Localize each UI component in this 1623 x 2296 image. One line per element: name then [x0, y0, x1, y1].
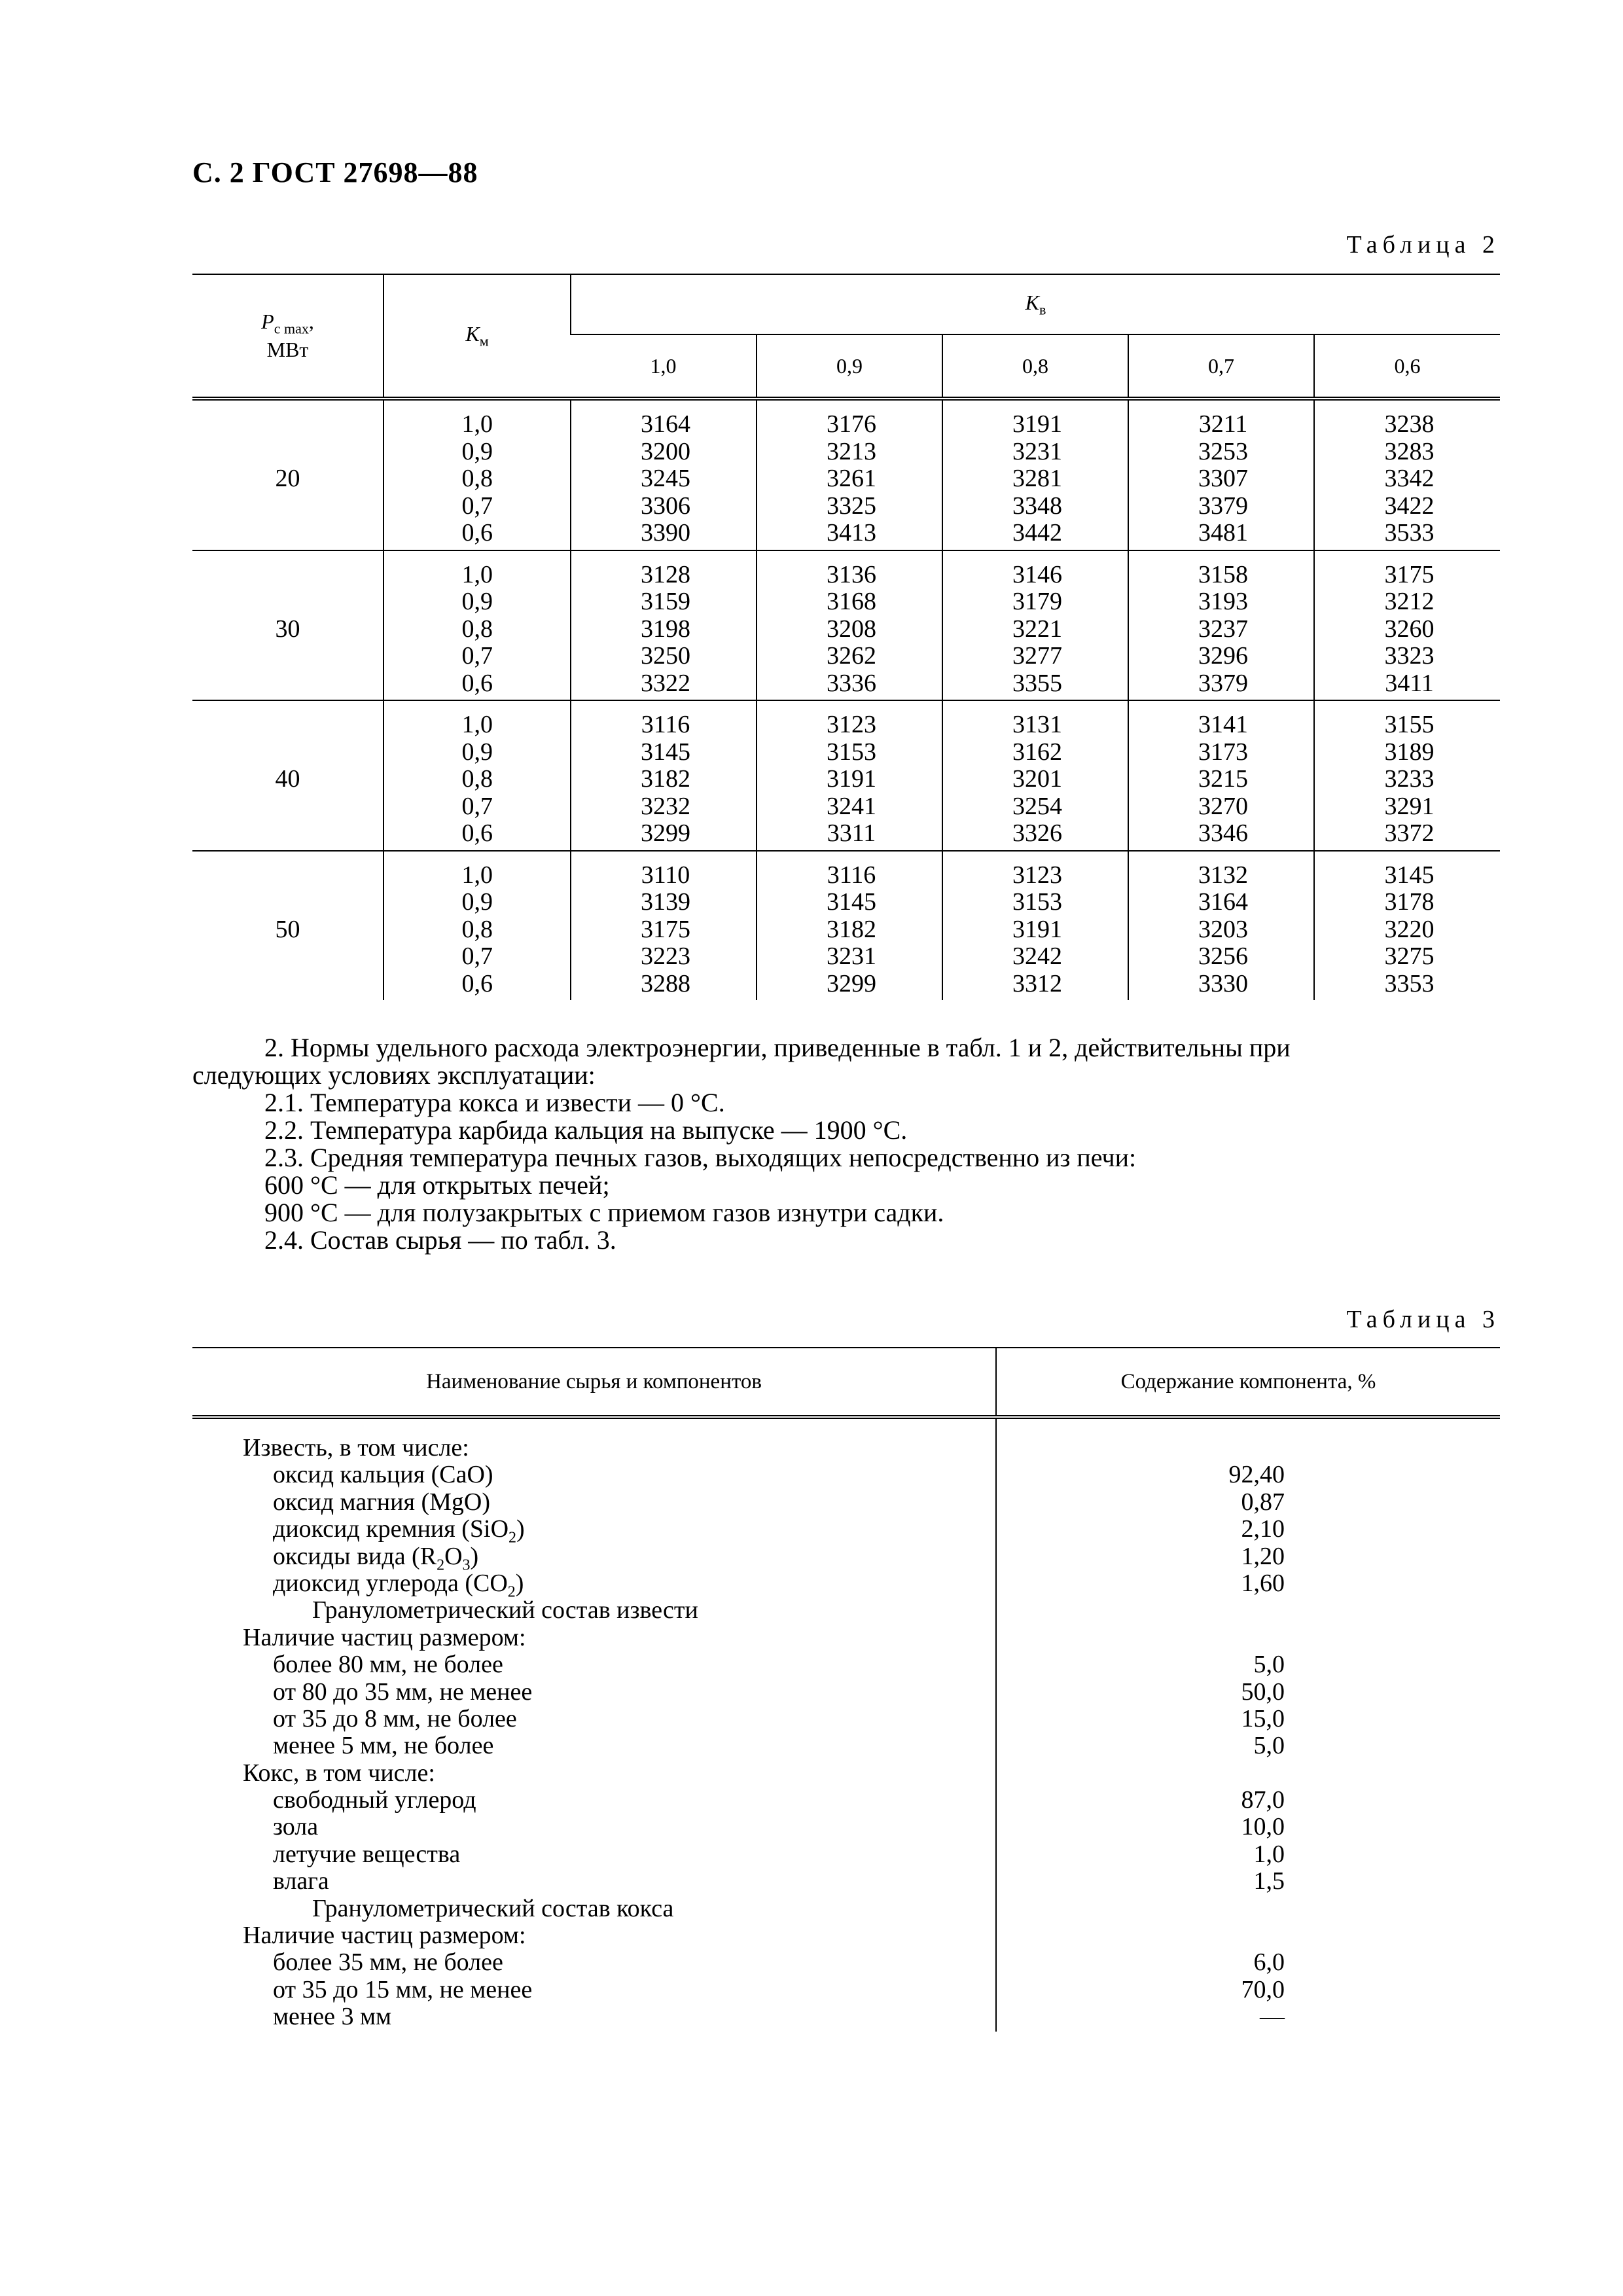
consumption-value: 3193	[1198, 588, 1248, 615]
consumption-value: 3191	[1012, 410, 1062, 438]
consumption-value: 3158	[1198, 560, 1248, 588]
component-value: 87,0	[1241, 1786, 1285, 1814]
consumption-value: 3322	[641, 669, 690, 697]
component-name: влага	[273, 1867, 329, 1895]
col-header-km: $K_м$	[383, 274, 571, 399]
consumption-value: 3277	[1012, 642, 1062, 670]
value-cell	[942, 399, 1128, 550]
km-value: 1,0	[461, 711, 493, 738]
component-name: менее 3 мм	[273, 2003, 392, 2031]
consumption-value: 3261	[827, 465, 876, 492]
consumption-value: 3353	[1384, 969, 1435, 997]
consumption-value: 3390	[641, 519, 690, 547]
component-name: диоксид кремния (SiO$_2$)	[273, 1515, 525, 1547]
consumption-value: 3237	[1198, 615, 1248, 643]
km-value: 0,9	[461, 738, 493, 766]
consumption-value: 3253	[1198, 437, 1248, 465]
consumption-value: 3422	[1384, 492, 1435, 520]
component-value: 0,87	[1241, 1488, 1285, 1516]
consumption-value: 3260	[1384, 615, 1435, 643]
component-name: зола	[273, 1813, 319, 1841]
component-value	[997, 1760, 1499, 1787]
consumption-value: 3116	[641, 711, 690, 738]
consumption-value: 3346	[1198, 819, 1248, 847]
table2	[192, 274, 1500, 1000]
km-cell	[383, 550, 571, 701]
component-value	[997, 1922, 1499, 1949]
consumption-value: 3442	[1012, 519, 1062, 547]
component-value: 1,5	[1253, 1867, 1285, 1895]
consumption-value: 3123	[827, 711, 876, 738]
value-cell	[942, 851, 1128, 1001]
component-value: 1,0	[1253, 1840, 1285, 1868]
col-header-content: Содержание компонента, %	[996, 1348, 1500, 1417]
consumption-value: 3141	[1198, 711, 1248, 738]
consumption-value: 3221	[1012, 615, 1062, 643]
consumption-value: 3198	[641, 615, 690, 643]
table3-caption: Таблица 3	[1346, 1306, 1500, 1333]
consumption-value: 3296	[1198, 642, 1248, 670]
consumption-value: 3155	[1384, 711, 1435, 738]
value-cell	[757, 851, 942, 1001]
component-name: менее 5 мм, не более	[273, 1732, 494, 1760]
component-value: 2,10	[1241, 1515, 1285, 1543]
consumption-value: 3223	[641, 942, 690, 970]
value-cell	[942, 700, 1128, 851]
km-value: 0,8	[461, 915, 493, 943]
paragraph-2: 2. Нормы удельного расхода электроэнергии, приведенные в табл. 1 и 2, действительны при следующих условиях эксплуатации: 2.1. Температура кокса и извести — 0 °С. 2.2. Температура карбида кальция на выпуске — 1900 °С. 2.3. Средняя температура печных газов, выходящих непосредственно из печи: 600 °С — для открытых печей; 900 °С — для полузакрытых с приемом газов изнутри садки. 2.4. Состав сырья — по табл. 3.	[192, 1033, 1291, 1255]
component-value: 5,0	[1253, 1732, 1285, 1760]
value-cell	[757, 550, 942, 701]
consumption-value: 3211	[1198, 410, 1248, 438]
component-name: оксид кальция (CaO)	[273, 1461, 493, 1489]
km-value: 0,7	[461, 942, 493, 970]
consumption-value: 3153	[1012, 888, 1062, 916]
consumption-value: 3256	[1198, 942, 1248, 970]
consumption-value: 3201	[1012, 765, 1062, 793]
value-cell	[1314, 700, 1500, 851]
consumption-value: 3132	[1198, 861, 1248, 889]
component-value: 1,20	[1241, 1542, 1285, 1570]
component-value	[997, 1597, 1499, 1624]
table3	[192, 1347, 1500, 2032]
kv-header: 0,8	[942, 334, 1128, 399]
consumption-value: 3212	[1384, 588, 1435, 615]
km-value: 0,6	[461, 819, 493, 847]
consumption-value: 3215	[1198, 765, 1248, 793]
component-name: более 80 мм, не более	[273, 1651, 503, 1679]
consumption-value: 3191	[827, 765, 876, 793]
component-name: от 35 до 15 мм, не менее	[273, 1975, 533, 2003]
component-value: 15,0	[1241, 1704, 1285, 1732]
consumption-value: 3116	[827, 861, 876, 889]
consumption-value: 3233	[1384, 765, 1435, 793]
component-name: более 35 мм, не более	[273, 1948, 503, 1977]
consumption-value: 3372	[1384, 819, 1435, 847]
consumption-value: 3128	[641, 560, 690, 588]
km-value: 1,0	[461, 410, 493, 438]
value-cell	[1128, 399, 1314, 550]
km-cell	[383, 399, 571, 550]
consumption-value: 3291	[1384, 792, 1435, 820]
consumption-value: 3189	[1384, 738, 1435, 766]
page-header: С. 2 ГОСТ 27698—88	[192, 156, 478, 188]
consumption-value: 3250	[641, 642, 690, 670]
consumption-value: 3311	[827, 819, 876, 847]
component-name: оксиды вида $(R_2O_3)$	[273, 1542, 479, 1574]
consumption-value: 3173	[1198, 738, 1248, 766]
values-column	[996, 1417, 1500, 2032]
consumption-value: 3325	[827, 492, 876, 520]
km-value: 0,6	[461, 669, 493, 697]
consumption-value: 3323	[1384, 642, 1435, 670]
km-value: 0,6	[461, 969, 493, 997]
consumption-value: 3241	[827, 792, 876, 820]
component-value: 5,0	[1253, 1651, 1285, 1679]
value-cell	[1128, 851, 1314, 1001]
component-name: летучие вещества	[273, 1840, 461, 1868]
consumption-value: 3110	[641, 861, 690, 889]
component-name: Кокс, в том числе:	[243, 1759, 435, 1787]
value-cell	[571, 399, 757, 550]
col-header-kv: $K_в$	[571, 274, 1500, 334]
component-name: диоксид углерода $(CO_2)$	[273, 1569, 524, 1601]
consumption-value: 3288	[641, 969, 690, 997]
consumption-value: 3411	[1385, 669, 1434, 697]
value-cell	[1314, 550, 1500, 701]
consumption-value: 3326	[1012, 819, 1062, 847]
consumption-value: 3262	[827, 642, 876, 670]
consumption-value: 3306	[641, 492, 690, 520]
component-name: от 80 до 35 мм, не менее	[273, 1677, 533, 1706]
value-cell	[571, 550, 757, 701]
col-header-name: Наименование сырья и компонентов	[426, 1369, 762, 1393]
power-cell: 50	[275, 915, 300, 943]
value-cell	[571, 700, 757, 851]
consumption-value: 3330	[1198, 969, 1248, 997]
value-cell	[1128, 700, 1314, 851]
value-cell	[757, 700, 942, 851]
consumption-value: 3413	[827, 519, 876, 547]
power-cell: 30	[275, 615, 300, 643]
consumption-value: 3312	[1012, 969, 1062, 997]
consumption-value: 3164	[1198, 888, 1248, 916]
component-value: —	[1260, 2003, 1285, 2031]
consumption-value: 3275	[1384, 942, 1435, 970]
consumption-value: 3162	[1012, 738, 1062, 766]
consumption-value: 3164	[641, 410, 690, 438]
table2-group-row	[192, 399, 1500, 550]
km-value: 0,9	[461, 588, 493, 615]
km-value: 1,0	[461, 861, 493, 889]
consumption-value: 3299	[827, 969, 876, 997]
component-name: Гранулометрический состав извести	[312, 1596, 698, 1624]
names-column	[192, 1417, 996, 2032]
km-value: 1,0	[461, 560, 493, 588]
table2-group-row	[192, 550, 1500, 701]
consumption-value: 3379	[1198, 669, 1248, 697]
consumption-value: 3213	[827, 437, 876, 465]
consumption-value: 3159	[641, 588, 690, 615]
consumption-value: 3139	[641, 888, 690, 916]
consumption-value: 3136	[827, 560, 876, 588]
kv-header: 1,0	[571, 334, 757, 399]
km-value: 0,6	[461, 519, 493, 547]
component-name: Гранулометрический состав кокса	[312, 1894, 674, 1922]
consumption-value: 3203	[1198, 915, 1248, 943]
consumption-value: 3238	[1384, 410, 1435, 438]
km-cell	[383, 700, 571, 851]
component-name: Наличие частиц размером:	[243, 1922, 526, 1950]
consumption-value: 3245	[641, 465, 690, 492]
component-name: от 35 до 8 мм, не более	[273, 1704, 517, 1732]
km-value: 0,7	[461, 792, 493, 820]
consumption-value: 3307	[1198, 465, 1248, 492]
consumption-value: 3191	[1012, 915, 1062, 943]
consumption-value: 3283	[1384, 437, 1435, 465]
consumption-value: 3231	[827, 942, 876, 970]
component-value	[997, 1624, 1499, 1651]
km-value: 0,8	[461, 765, 493, 793]
consumption-value: 3231	[1012, 437, 1062, 465]
consumption-value: 3168	[827, 588, 876, 615]
component-value	[997, 1895, 1499, 1922]
consumption-value: 3182	[827, 915, 876, 943]
value-cell	[942, 550, 1128, 701]
component-name: оксид магния (MgO)	[273, 1488, 490, 1516]
power-cell: 20	[275, 465, 300, 492]
consumption-value: 3145	[1384, 861, 1435, 889]
value-cell	[1314, 399, 1500, 550]
consumption-value: 3242	[1012, 942, 1062, 970]
kv-header: 0,7	[1128, 334, 1314, 399]
table2-caption: Таблица 2	[1346, 231, 1500, 259]
component-name: Наличие частиц размером:	[243, 1623, 526, 1651]
power-cell: 40	[275, 765, 300, 793]
component-value: 50,0	[1241, 1677, 1285, 1706]
consumption-value: 3178	[1384, 888, 1435, 916]
consumption-value: 3146	[1012, 560, 1062, 588]
km-value: 0,8	[461, 465, 493, 492]
component-value	[997, 1435, 1499, 1462]
consumption-value: 3348	[1012, 492, 1062, 520]
km-value: 0,9	[461, 888, 493, 916]
km-value: 0,9	[461, 437, 493, 465]
consumption-value: 3145	[827, 888, 876, 916]
consumption-value: 3232	[641, 792, 690, 820]
consumption-value: 3342	[1384, 465, 1435, 492]
value-cell	[571, 851, 757, 1001]
consumption-value: 3355	[1012, 669, 1062, 697]
consumption-value: 3336	[827, 669, 876, 697]
km-value: 0,7	[461, 642, 493, 670]
km-cell	[383, 851, 571, 1001]
consumption-value: 3175	[641, 915, 690, 943]
component-name: свободный углерод	[273, 1786, 476, 1814]
consumption-value: 3481	[1198, 519, 1248, 547]
consumption-value: 3176	[827, 410, 876, 438]
component-value: 92,40	[1228, 1461, 1285, 1489]
consumption-value: 3182	[641, 765, 690, 793]
km-value: 0,8	[461, 615, 493, 643]
consumption-value: 3123	[1012, 861, 1062, 889]
table2-group-row	[192, 851, 1500, 1001]
consumption-value: 3254	[1012, 792, 1062, 820]
consumption-value: 3200	[641, 437, 690, 465]
consumption-value: 3270	[1198, 792, 1248, 820]
value-cell	[757, 399, 942, 550]
value-cell	[1128, 550, 1314, 701]
consumption-value: 3220	[1384, 915, 1435, 943]
table2-group-row	[192, 700, 1500, 851]
consumption-value: 3208	[827, 615, 876, 643]
component-name: Известь, в том числе:	[243, 1434, 469, 1462]
kv-header: 0,6	[1314, 334, 1500, 399]
consumption-value: 3145	[641, 738, 690, 766]
component-value: 1,60	[1241, 1569, 1285, 1597]
consumption-value: 3281	[1012, 465, 1062, 492]
consumption-value: 3379	[1198, 492, 1248, 520]
consumption-value: 3175	[1384, 560, 1435, 588]
consumption-value: 3533	[1384, 519, 1435, 547]
component-value: 10,0	[1241, 1813, 1285, 1841]
value-cell	[1314, 851, 1500, 1001]
col-header-pmax: $P_{c max}$, MBт	[261, 310, 314, 361]
consumption-value: 3179	[1012, 588, 1062, 615]
component-value: 6,0	[1253, 1948, 1285, 1977]
consumption-value: 3153	[827, 738, 876, 766]
kv-header: 0,9	[757, 334, 942, 399]
consumption-value: 3131	[1012, 711, 1062, 738]
component-value: 70,0	[1241, 1975, 1285, 2003]
km-value: 0,7	[461, 492, 493, 520]
consumption-value: 3299	[641, 819, 690, 847]
